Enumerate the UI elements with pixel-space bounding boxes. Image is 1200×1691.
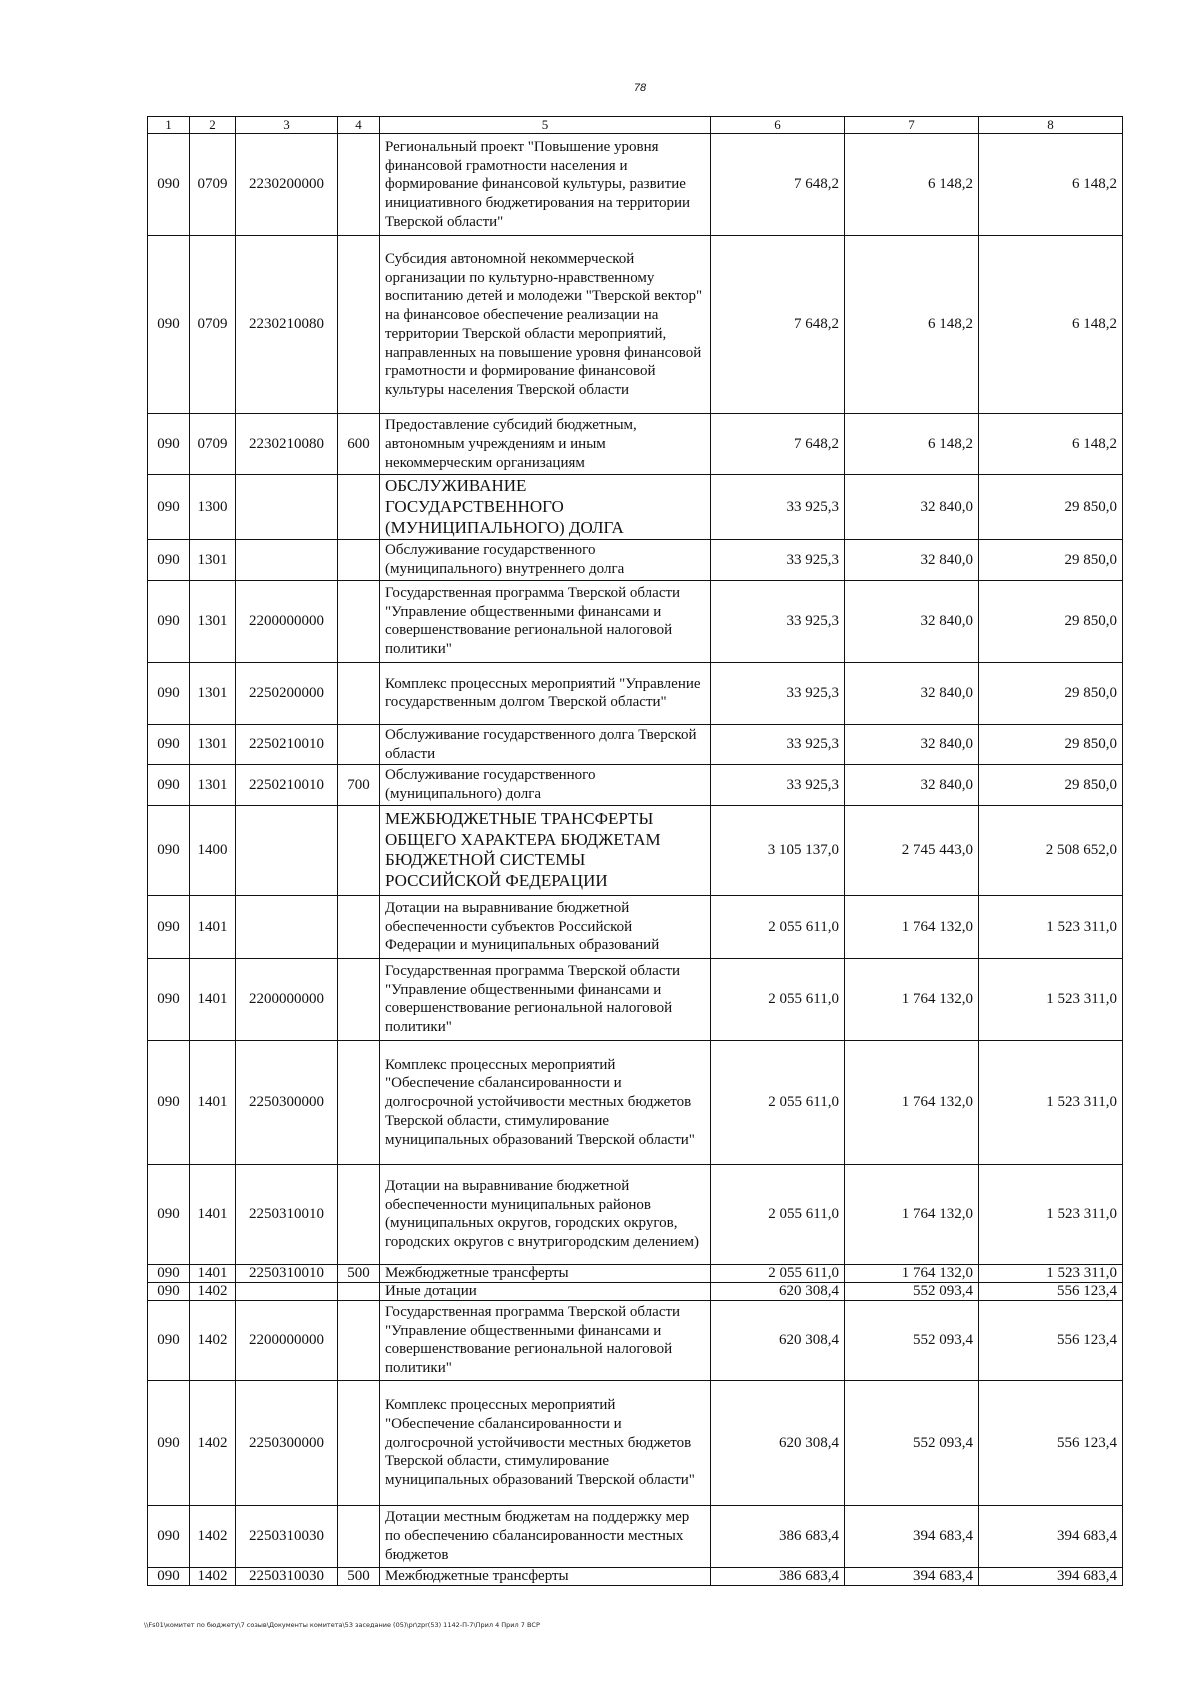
- table-row: [148, 724, 1123, 765]
- cell-target-code: 2250300000: [236, 1040, 338, 1164]
- cell-expense-type: 500: [338, 1264, 380, 1282]
- cell-target-code: 2200000000: [236, 958, 338, 1040]
- cell-amount-col8: 394 683,4: [979, 1567, 1123, 1585]
- cell-admin-code: 090: [148, 1164, 190, 1264]
- cell-amount-col7: 6 148,2: [845, 414, 979, 475]
- table-row: [148, 1040, 1123, 1164]
- cell-amount-col8: 29 850,0: [979, 580, 1123, 662]
- cell-amount-col7: 1 764 132,0: [845, 895, 979, 958]
- cell-description: Иные дотации: [380, 1282, 711, 1300]
- cell-target-code: 2250310030: [236, 1567, 338, 1585]
- cell-amount-col6: 33 925,3: [711, 765, 845, 806]
- cell-amount-col7: 32 840,0: [845, 724, 979, 765]
- cell-section-code: 1301: [190, 580, 236, 662]
- cell-section-code: 1401: [190, 958, 236, 1040]
- cell-admin-code: 090: [148, 414, 190, 475]
- cell-description: Региональный проект "Повышение уровня финансовой грамотности населения и формирование финансовой культуры, развитие инициативного бюджетирования на территории Тверской области": [380, 134, 711, 236]
- cell-section-code: 1400: [190, 805, 236, 895]
- cell-expense-type: [338, 1380, 380, 1505]
- cell-target-code: 2250310010: [236, 1164, 338, 1264]
- cell-section-code: 0709: [190, 414, 236, 475]
- cell-amount-col8: 1 523 311,0: [979, 1040, 1123, 1164]
- cell-description: МЕЖБЮДЖЕТНЫЕ ТРАНСФЕРТЫ ОБЩЕГО ХАРАКТЕРА БЮДЖЕТАМ БЮДЖЕТНОЙ СИСТЕМЫ РОССИЙСКОЙ ФЕДЕРАЦИИ: [380, 805, 711, 895]
- cell-amount-col7: 1 764 132,0: [845, 1264, 979, 1282]
- cell-amount-col6: 2 055 611,0: [711, 1164, 845, 1264]
- cell-expense-type: 600: [338, 414, 380, 475]
- cell-expense-type: [338, 895, 380, 958]
- cell-admin-code: 090: [148, 1380, 190, 1505]
- cell-amount-col7: 32 840,0: [845, 580, 979, 662]
- cell-amount-col6: 33 925,3: [711, 724, 845, 765]
- cell-section-code: 1402: [190, 1505, 236, 1567]
- table-row: [148, 540, 1123, 581]
- table-row: [148, 580, 1123, 662]
- cell-expense-type: 700: [338, 765, 380, 806]
- cell-target-code: 2250210010: [236, 765, 338, 806]
- cell-amount-col7: 394 683,4: [845, 1505, 979, 1567]
- cell-admin-code: 090: [148, 895, 190, 958]
- column-header-5: 5: [380, 117, 711, 134]
- cell-expense-type: [338, 662, 380, 724]
- cell-admin-code: 090: [148, 1300, 190, 1380]
- cell-amount-col6: 386 683,4: [711, 1505, 845, 1567]
- cell-description: Обслуживание государственного (муниципального) внутреннего долга: [380, 540, 711, 581]
- table-row: [148, 475, 1123, 540]
- cell-expense-type: [338, 475, 380, 540]
- cell-amount-col6: 33 925,3: [711, 475, 845, 540]
- cell-section-code: 1401: [190, 1264, 236, 1282]
- cell-amount-col7: 394 683,4: [845, 1567, 979, 1585]
- table-row: [148, 662, 1123, 724]
- cell-amount-col8: 394 683,4: [979, 1505, 1123, 1567]
- cell-amount-col7: 32 840,0: [845, 540, 979, 581]
- cell-target-code: [236, 1282, 338, 1300]
- cell-amount-col8: 556 123,4: [979, 1282, 1123, 1300]
- page-number: 78: [633, 82, 647, 94]
- cell-section-code: 1300: [190, 475, 236, 540]
- footer-file-path: \\Fs01\комитет по бюджету\7 созыв\Документы комитета\53 заседание (05)\pr\zpr(53) 1142-П-7\Прил 4 Прил 7 ВСР: [144, 1621, 540, 1629]
- cell-admin-code: 090: [148, 765, 190, 806]
- cell-description: Комплекс процессных мероприятий "Управление государственным долгом Тверской области": [380, 662, 711, 724]
- cell-section-code: 1401: [190, 1164, 236, 1264]
- cell-amount-col6: 2 055 611,0: [711, 1040, 845, 1164]
- cell-amount-col8: 1 523 311,0: [979, 1264, 1123, 1282]
- cell-description: ОБСЛУЖИВАНИЕ ГОСУДАРСТВЕННОГО (МУНИЦИПАЛЬНОГО) ДОЛГА: [380, 475, 711, 540]
- cell-admin-code: 090: [148, 134, 190, 236]
- cell-section-code: 1402: [190, 1380, 236, 1505]
- cell-description: Комплекс процессных мероприятий "Обеспечение сбалансированности и долгосрочной устойчивости местных бюджетов Тверской области, стимулирование муниципальных образований Тверской области": [380, 1380, 711, 1505]
- cell-amount-col6: 2 055 611,0: [711, 1264, 845, 1282]
- cell-target-code: [236, 805, 338, 895]
- table-row: [148, 895, 1123, 958]
- cell-admin-code: 090: [148, 475, 190, 540]
- cell-admin-code: 090: [148, 1567, 190, 1585]
- table-row: [148, 134, 1123, 236]
- cell-description: Обслуживание государственного (муниципального) долга: [380, 765, 711, 806]
- cell-description: Дотации на выравнивание бюджетной обеспеченности субъектов Российской Федерации и муниципальных образований: [380, 895, 711, 958]
- cell-amount-col8: 2 508 652,0: [979, 805, 1123, 895]
- cell-expense-type: [338, 1282, 380, 1300]
- cell-admin-code: 090: [148, 1282, 190, 1300]
- budget-table: [147, 116, 1123, 1586]
- cell-amount-col8: 29 850,0: [979, 724, 1123, 765]
- cell-expense-type: [338, 236, 380, 414]
- column-header-8: 8: [979, 117, 1123, 134]
- cell-amount-col8: 29 850,0: [979, 540, 1123, 581]
- cell-admin-code: 090: [148, 1505, 190, 1567]
- cell-section-code: 1301: [190, 724, 236, 765]
- cell-admin-code: 090: [148, 1040, 190, 1164]
- cell-amount-col8: 6 148,2: [979, 414, 1123, 475]
- cell-admin-code: 090: [148, 805, 190, 895]
- cell-description: Межбюджетные трансферты: [380, 1264, 711, 1282]
- cell-amount-col6: 33 925,3: [711, 662, 845, 724]
- cell-amount-col6: 386 683,4: [711, 1567, 845, 1585]
- cell-admin-code: 090: [148, 662, 190, 724]
- cell-amount-col8: 556 123,4: [979, 1380, 1123, 1505]
- table-row: [148, 236, 1123, 414]
- cell-expense-type: [338, 580, 380, 662]
- table-row: [148, 1282, 1123, 1300]
- cell-amount-col6: 620 308,4: [711, 1300, 845, 1380]
- cell-expense-type: 500: [338, 1567, 380, 1585]
- cell-amount-col8: 29 850,0: [979, 662, 1123, 724]
- table-row: [148, 765, 1123, 806]
- cell-amount-col6: 2 055 611,0: [711, 895, 845, 958]
- cell-target-code: 2250200000: [236, 662, 338, 724]
- cell-description: Государственная программа Тверской области "Управление общественными финансами и совершенствование региональной налоговой политики": [380, 580, 711, 662]
- column-header-1: 1: [148, 117, 190, 134]
- cell-amount-col7: 552 093,4: [845, 1282, 979, 1300]
- cell-description: Субсидия автономной некоммерческой организации по культурно-нравственному воспитанию детей и молодежи "Тверской вектор" на финансовое обеспечение реализации на территории Тверской области мероприятий, направленных на повышение уровня финансовой грамотности и формирование финансовой культуры населения Тверской области: [380, 236, 711, 414]
- cell-expense-type: [338, 805, 380, 895]
- cell-target-code: [236, 475, 338, 540]
- cell-section-code: 1402: [190, 1300, 236, 1380]
- cell-amount-col7: 6 148,2: [845, 236, 979, 414]
- cell-target-code: [236, 895, 338, 958]
- cell-expense-type: [338, 1164, 380, 1264]
- cell-section-code: 1401: [190, 1040, 236, 1164]
- cell-expense-type: [338, 134, 380, 236]
- cell-target-code: 2200000000: [236, 1300, 338, 1380]
- cell-expense-type: [338, 1040, 380, 1164]
- table-row: [148, 958, 1123, 1040]
- cell-expense-type: [338, 1505, 380, 1567]
- cell-amount-col6: 7 648,2: [711, 236, 845, 414]
- cell-target-code: 2200000000: [236, 580, 338, 662]
- cell-amount-col8: 6 148,2: [979, 236, 1123, 414]
- cell-amount-col8: 1 523 311,0: [979, 895, 1123, 958]
- table-row: [148, 805, 1123, 895]
- table-row: [148, 1567, 1123, 1585]
- cell-amount-col8: 29 850,0: [979, 765, 1123, 806]
- cell-admin-code: 090: [148, 580, 190, 662]
- cell-admin-code: 090: [148, 540, 190, 581]
- cell-amount-col6: 620 308,4: [711, 1380, 845, 1505]
- cell-description: Государственная программа Тверской области "Управление общественными финансами и совершенствование региональной налоговой политики": [380, 1300, 711, 1380]
- cell-target-code: 2250310010: [236, 1264, 338, 1282]
- cell-amount-col7: 1 764 132,0: [845, 958, 979, 1040]
- cell-amount-col6: 7 648,2: [711, 414, 845, 475]
- cell-amount-col7: 552 093,4: [845, 1380, 979, 1505]
- cell-amount-col7: 32 840,0: [845, 662, 979, 724]
- cell-amount-col6: 33 925,3: [711, 580, 845, 662]
- cell-target-code: 2230200000: [236, 134, 338, 236]
- cell-amount-col6: 620 308,4: [711, 1282, 845, 1300]
- cell-section-code: 1301: [190, 662, 236, 724]
- column-header-3: 3: [236, 117, 338, 134]
- cell-amount-col8: 1 523 311,0: [979, 1164, 1123, 1264]
- cell-description: Дотации на выравнивание бюджетной обеспеченности муниципальных районов (муниципальных округов, городских округов, городских округов с внутригородским делением): [380, 1164, 711, 1264]
- column-header-7: 7: [845, 117, 979, 134]
- cell-amount-col8: 1 523 311,0: [979, 958, 1123, 1040]
- cell-target-code: 2250310030: [236, 1505, 338, 1567]
- cell-section-code: 1301: [190, 765, 236, 806]
- column-header-6: 6: [711, 117, 845, 134]
- cell-section-code: 1301: [190, 540, 236, 581]
- cell-section-code: 0709: [190, 134, 236, 236]
- cell-amount-col6: 33 925,3: [711, 540, 845, 581]
- cell-admin-code: 090: [148, 724, 190, 765]
- cell-target-code: 2230210080: [236, 414, 338, 475]
- cell-amount-col8: 556 123,4: [979, 1300, 1123, 1380]
- table-row: [148, 414, 1123, 475]
- cell-target-code: [236, 540, 338, 581]
- cell-description: Предоставление субсидий бюджетным, автономным учреждениям и иным некоммерческим организациям: [380, 414, 711, 475]
- table-row: [148, 1380, 1123, 1505]
- cell-amount-col7: 552 093,4: [845, 1300, 979, 1380]
- cell-expense-type: [338, 724, 380, 765]
- cell-description: Межбюджетные трансферты: [380, 1567, 711, 1585]
- header-row: [148, 117, 1123, 134]
- cell-expense-type: [338, 1300, 380, 1380]
- table-row: [148, 1300, 1123, 1380]
- cell-section-code: 1402: [190, 1567, 236, 1585]
- cell-admin-code: 090: [148, 1264, 190, 1282]
- cell-admin-code: 090: [148, 958, 190, 1040]
- table-row: [148, 1264, 1123, 1282]
- cell-description: Обслуживание государственного долга Тверской области: [380, 724, 711, 765]
- cell-description: Дотации местным бюджетам на поддержку мер по обеспечению сбалансированности местных бюджетов: [380, 1505, 711, 1567]
- cell-target-code: 2230210080: [236, 236, 338, 414]
- column-header-2: 2: [190, 117, 236, 134]
- column-header-4: 4: [338, 117, 380, 134]
- cell-expense-type: [338, 540, 380, 581]
- cell-expense-type: [338, 958, 380, 1040]
- cell-target-code: 2250210010: [236, 724, 338, 765]
- cell-section-code: 1401: [190, 895, 236, 958]
- cell-amount-col7: 32 840,0: [845, 765, 979, 806]
- cell-amount-col6: 3 105 137,0: [711, 805, 845, 895]
- table-row: [148, 1505, 1123, 1567]
- cell-amount-col7: 32 840,0: [845, 475, 979, 540]
- cell-section-code: 0709: [190, 236, 236, 414]
- cell-amount-col6: 2 055 611,0: [711, 958, 845, 1040]
- cell-section-code: 1402: [190, 1282, 236, 1300]
- cell-amount-col8: 29 850,0: [979, 475, 1123, 540]
- cell-description: Комплекс процессных мероприятий "Обеспечение сбалансированности и долгосрочной устойчивости местных бюджетов Тверской области, стимулирование муниципальных образований Тверской области": [380, 1040, 711, 1164]
- cell-amount-col7: 2 745 443,0: [845, 805, 979, 895]
- cell-amount-col6: 7 648,2: [711, 134, 845, 236]
- cell-amount-col7: 1 764 132,0: [845, 1164, 979, 1264]
- table-row: [148, 1164, 1123, 1264]
- cell-amount-col8: 6 148,2: [979, 134, 1123, 236]
- cell-description: Государственная программа Тверской области "Управление общественными финансами и совершенствование региональной налоговой политики": [380, 958, 711, 1040]
- cell-amount-col7: 6 148,2: [845, 134, 979, 236]
- cell-admin-code: 090: [148, 236, 190, 414]
- cell-amount-col7: 1 764 132,0: [845, 1040, 979, 1164]
- cell-target-code: 2250300000: [236, 1380, 338, 1505]
